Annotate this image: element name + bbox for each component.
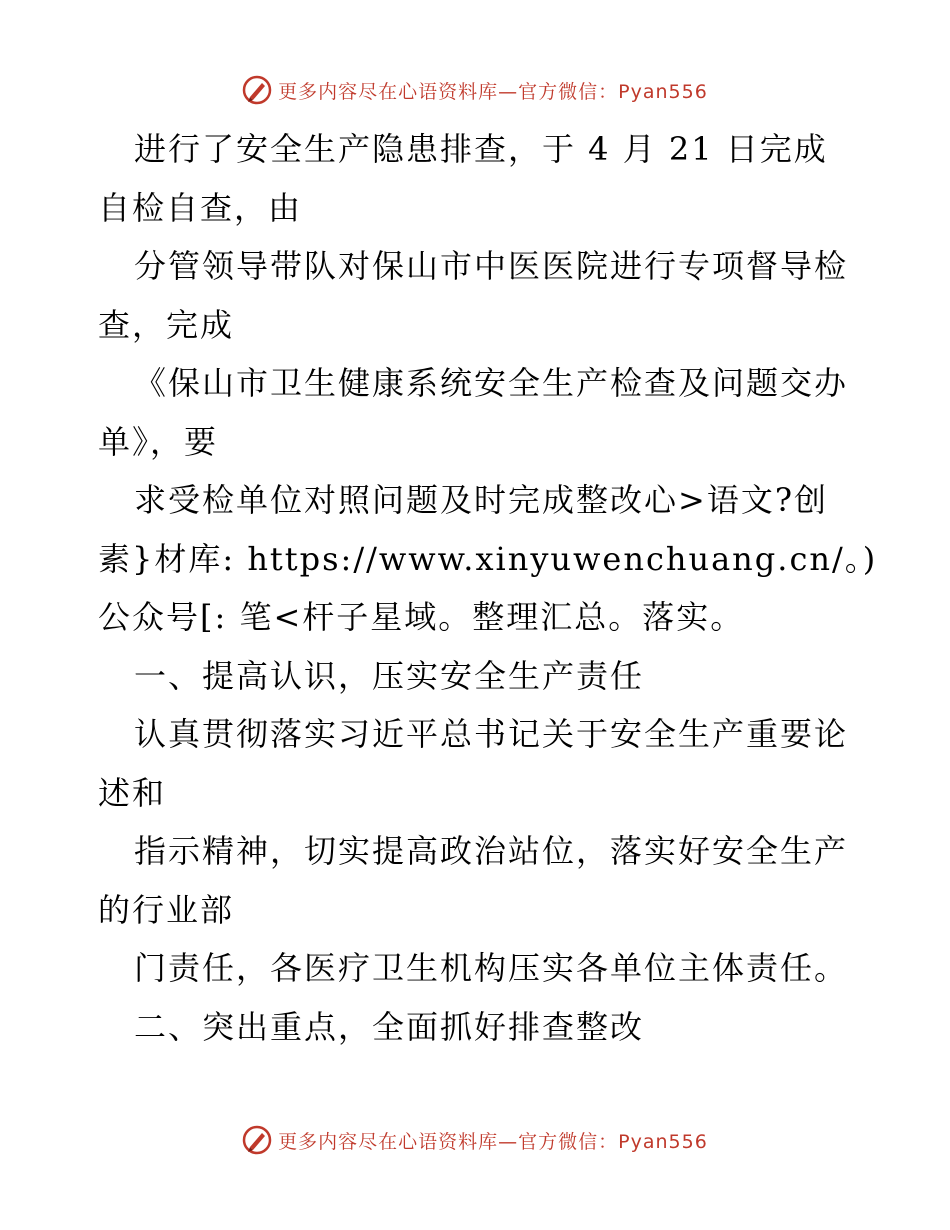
pen-logo-icon [242,1125,272,1155]
section-heading: 一、提高认识，压实安全生产责任 [134,656,645,695]
text-line: 自检自查，由 [98,188,303,227]
text-line: 认真贯彻落实习近平总书记关于安全生产重要论 [134,715,849,753]
footer-banner-inner [242,1125,708,1155]
header-banner [0,70,950,110]
text-line: 分管领导带队对保山市中医医院进行专项督导检 [134,247,849,285]
text-line: 述和 [98,773,167,812]
text-line: 进行了安全生产隐患排查，于 4 月 21 日完成 [134,130,828,168]
text-line: 求受检单位对照问题及时完成整改心>语文?创 [134,481,828,519]
text-line: 门责任，各医疗卫生机构压实各单位主体责任。 [134,949,849,987]
text-line: 素}材库: https://www.xinyuwenchuang.cn/。) [98,539,878,578]
text-line: 单》，要 [98,422,219,461]
text-line: 查，完成 [98,305,235,344]
text-line: 公众号[: 笔<杆子星域。整理汇总。落实。 [98,598,745,636]
text-line: 《保山市卫生健康系统安全生产检查及问题交办 [134,364,849,402]
text-line: 的行业部 [98,890,235,929]
pen-logo-icon [242,75,272,105]
footer-banner [0,1120,950,1160]
section-heading: 二、突出重点，全面抓好排查整改 [134,1007,645,1046]
header-banner-inner [242,75,708,105]
document-body [98,120,878,1056]
header-banner-text: 更多内容尽在心语资料库—官方微信：Pyan556 [278,80,708,103]
footer-banner-text: 更多内容尽在心语资料库—官方微信：Pyan556 [278,1130,708,1153]
text-line: 指示精神，切实提高政治站位，落实好安全生产 [134,832,849,870]
